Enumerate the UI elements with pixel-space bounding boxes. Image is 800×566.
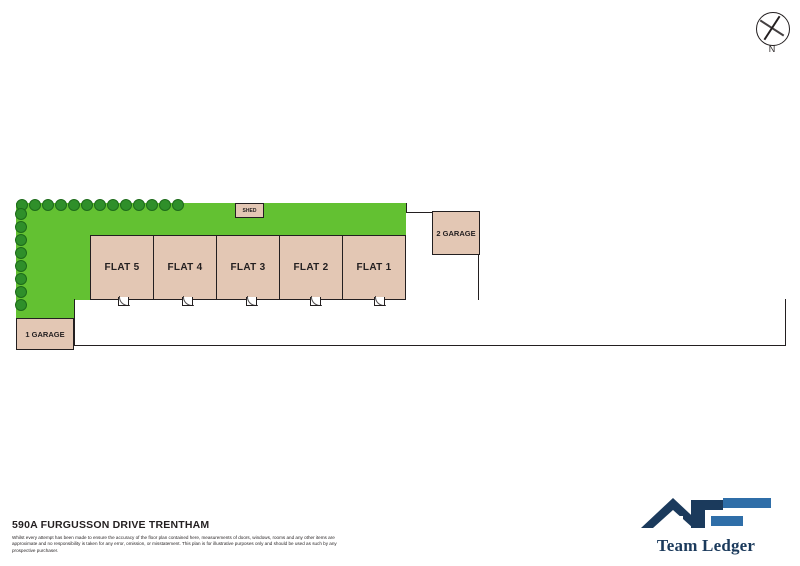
shrub-icon bbox=[68, 199, 80, 211]
shrub-icon bbox=[15, 208, 27, 220]
shrub-icon bbox=[81, 199, 93, 211]
shrub-icon bbox=[94, 199, 106, 211]
shrub-icon bbox=[159, 199, 171, 211]
flat-unit: FLAT 5 bbox=[90, 235, 154, 300]
garage-1: 1 GARAGE bbox=[16, 318, 74, 350]
shrub-icon bbox=[15, 260, 27, 272]
shrub-icon bbox=[15, 273, 27, 285]
property-address: 590A FURGUSSON DRIVE TRENTHAM bbox=[12, 518, 210, 531]
door-marker bbox=[374, 297, 385, 306]
shrub-icon bbox=[15, 247, 27, 259]
door-swing-icon bbox=[183, 296, 194, 306]
shrub-icon bbox=[146, 199, 158, 211]
flat-unit: FLAT 3 bbox=[216, 235, 280, 300]
shrub-icon bbox=[29, 199, 41, 211]
shrub-icon bbox=[42, 199, 54, 211]
door-swing-icon bbox=[375, 296, 386, 306]
hedge-row-top bbox=[16, 199, 164, 210]
door-marker bbox=[310, 297, 321, 306]
door-swing-icon bbox=[311, 296, 322, 306]
shrub-icon bbox=[120, 199, 132, 211]
flats-block bbox=[90, 235, 406, 300]
door-marker bbox=[246, 297, 257, 306]
hedge-row-left bbox=[15, 208, 27, 302]
flat-unit: FLAT 1 bbox=[342, 235, 406, 300]
shrub-icon bbox=[15, 234, 27, 246]
door-swing-icon bbox=[247, 296, 258, 306]
brand-logo bbox=[626, 490, 786, 556]
shrub-icon bbox=[55, 199, 67, 211]
shrub-icon bbox=[15, 286, 27, 298]
flat-unit: FLAT 2 bbox=[279, 235, 343, 300]
shrub-icon bbox=[15, 299, 27, 311]
company-name: Team Ledger bbox=[656, 536, 756, 555]
shrub-icon bbox=[15, 221, 27, 233]
shrub-icon bbox=[133, 199, 145, 211]
footer bbox=[12, 519, 432, 554]
shrub-icon bbox=[172, 199, 184, 211]
house-roof-logo-icon bbox=[631, 490, 781, 534]
door-marker bbox=[182, 297, 193, 306]
shrub-icon bbox=[107, 199, 119, 211]
driveway-boundary bbox=[74, 299, 786, 346]
compass-north-label: N bbox=[768, 44, 776, 54]
door-marker bbox=[118, 297, 129, 306]
disclaimer-text: Whilst every attempt has been made to ensure the accuracy of the floor plan contained here, measurements of doors, windows, rooms and any other items are approximate and no responsibility is taken for any error, omission, or misstatement. This plan is for illustrative purposes only and should be used as such by any prospective purchaser. bbox=[12, 534, 337, 553]
door-swing-icon bbox=[119, 296, 130, 306]
flat-unit: FLAT 4 bbox=[153, 235, 217, 300]
shed: SHED bbox=[235, 203, 264, 218]
garage-2: 2 GARAGE bbox=[432, 211, 480, 255]
